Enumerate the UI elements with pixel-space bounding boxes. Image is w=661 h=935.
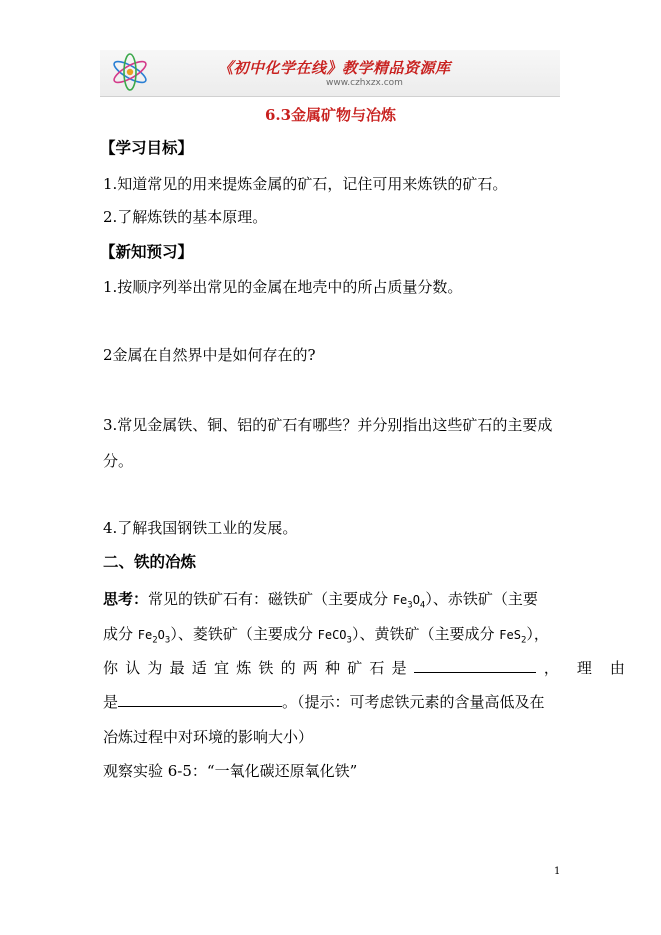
think-text-2a: 成分 (103, 625, 134, 643)
think-text-3b: ，理由 (543, 659, 643, 677)
experiment-line: 观察实验 6-5：“一氧化碳还原氧化铁” (103, 762, 358, 780)
banner-url: www.czhxzx.com (326, 78, 403, 88)
think-line-3 (103, 658, 643, 678)
atom-icon (108, 52, 152, 92)
iron-smelting-heading: 二、铁的冶炼 (103, 552, 197, 571)
learning-goals-heading: 【学习目标】 (100, 138, 194, 157)
document-title: 6.3金属矿物与冶炼 (264, 106, 397, 124)
think-text-1: 常见的铁矿石有：磁铁矿（主要成分 (148, 590, 389, 608)
think-text-4b: 。（提示：可考虑铁元素的含量高低及在 (282, 693, 545, 711)
think-text-4a: 是 (103, 693, 119, 711)
header-banner (100, 50, 560, 97)
formula-pyrite: FeS$_2$ (499, 628, 527, 646)
think-text-2b: ）、菱铁矿（主要成分 (170, 625, 313, 643)
preview-heading: 【新知预习】 (100, 242, 194, 261)
answer-blank-ores[interactable] (414, 658, 536, 673)
preview-item: 4.了解我国钢铁工业的发展。 (103, 519, 298, 537)
think-line-5: 冶炼过程中对环境的影响大小） (103, 728, 314, 746)
think-line-2 (103, 624, 549, 650)
learning-goal-item: 2.了解炼铁的基本原理。 (103, 208, 268, 226)
think-text-3: 你认为最适宜炼铁的两种矿石是 (103, 659, 414, 677)
learning-goal-item: 1.知道常见的用来提炼金属的矿石，记住可用来炼铁的矿石。 (103, 175, 508, 193)
formula-siderite: FeCO$_3$ (317, 628, 352, 646)
preview-item: 2金属在自然界中是如何存在的? (103, 346, 316, 364)
formula-hematite: $Fe_2O_3$ (137, 628, 171, 646)
page-number: 1 (554, 866, 561, 877)
preview-item: 分。 (103, 452, 134, 470)
preview-item: 3.常见金属铁、铜、铝的矿石有哪些？并分别指出这些矿石的主要成 (103, 416, 553, 434)
answer-blank-reason[interactable] (118, 692, 282, 707)
think-text-1b: ）、赤铁矿（主要 (425, 590, 538, 608)
think-label: 思考： (103, 590, 149, 608)
think-line-4 (103, 692, 545, 712)
think-text-2d: ）， (526, 625, 549, 643)
think-line-1 (103, 589, 538, 615)
formula-magnetite: $Fe_3O_4$ (392, 593, 426, 611)
banner-title: 《初中化学在线》教学精品资源库 (218, 59, 451, 77)
preview-item: 1.按顺序列举出常见的金属在地壳中的所占质量分数。 (103, 278, 463, 296)
think-text-2c: ）、黄铁矿（主要成分 (351, 625, 495, 643)
